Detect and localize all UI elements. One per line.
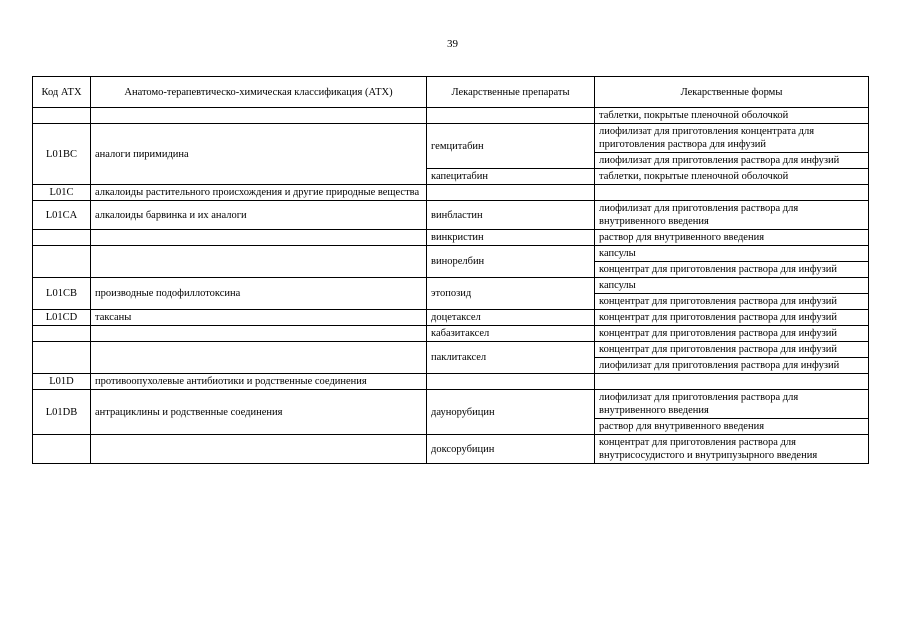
form-cell: таблетки, покрытые пленочной оболочкой (595, 169, 869, 185)
drug-name: этопозид (427, 278, 595, 310)
table-row (33, 374, 869, 390)
table-row (33, 435, 869, 464)
form-cell: лиофилизат для приготовления концентрата для приготовления раствора для инфузий (595, 124, 869, 153)
table-row (33, 390, 869, 419)
form-cell: концентрат для приготовления раствора для инфузий (595, 262, 869, 278)
header-code: Код АТХ (33, 77, 91, 108)
drug-name: паклитаксел (427, 342, 595, 374)
atc-code: L01CB (33, 278, 91, 310)
atc-code: L01D (33, 374, 91, 390)
atc-name: алкалоиды растительного происхождения и другие природные вещества (91, 185, 427, 201)
atc-table (32, 76, 869, 464)
page-number: 39 (447, 38, 458, 50)
atc-code: L01CA (33, 201, 91, 230)
atc-code: L01DB (33, 390, 91, 435)
form-cell: концентрат для приготовления раствора для инфузий (595, 310, 869, 326)
drug-name: капецитабин (427, 169, 595, 185)
atc-code: L01BC (33, 124, 91, 185)
atc-code: L01C (33, 185, 91, 201)
header-forms: Лекарственные формы (595, 77, 869, 108)
drug-name: винкристин (427, 230, 595, 246)
drug-name: кабазитаксел (427, 326, 595, 342)
form-cell: лиофилизат для приготовления раствора для внутривенного введения (595, 390, 869, 419)
table-row (33, 310, 869, 326)
table-row (33, 230, 869, 246)
atc-name: производные подофиллотоксина (91, 278, 427, 310)
table-row (33, 124, 869, 153)
form-cell: концентрат для приготовления раствора для инфузий (595, 326, 869, 342)
form-cell: лиофилизат для приготовления раствора для внутривенного введения (595, 201, 869, 230)
form-cell: раствор для внутривенного введения (595, 419, 869, 435)
table-row (33, 108, 869, 124)
header-classification: Анатомо-терапевтическо-химическая классификация (АТХ) (91, 77, 427, 108)
drug-name: винбластин (427, 201, 595, 230)
table-row (33, 185, 869, 201)
atc-name: аналоги пиримидина (91, 124, 427, 185)
drug-name: винорелбин (427, 246, 595, 278)
atc-name: противоопухолевые антибиотики и родственные соединения (91, 374, 427, 390)
table-header-row (33, 77, 869, 108)
atc-name: алкалоиды барвинка и их аналоги (91, 201, 427, 230)
form-cell: таблетки, покрытые пленочной оболочкой (595, 108, 869, 124)
table-row (33, 278, 869, 294)
table-row (33, 342, 869, 358)
drug-name: доксорубицин (427, 435, 595, 464)
table-row (33, 326, 869, 342)
form-cell: концентрат для приготовления раствора для внутрисосудистого и внутрипузырного введения (595, 435, 869, 464)
form-cell: концентрат для приготовления раствора для инфузий (595, 342, 869, 358)
atc-code: L01CD (33, 310, 91, 326)
form-cell: капсулы (595, 278, 869, 294)
atc-name: таксаны (91, 310, 427, 326)
drug-name: даунорубицин (427, 390, 595, 435)
form-cell: раствор для внутривенного введения (595, 230, 869, 246)
form-cell: концентрат для приготовления раствора для инфузий (595, 294, 869, 310)
drug-name: доцетаксел (427, 310, 595, 326)
form-cell: лиофилизат для приготовления раствора для инфузий (595, 153, 869, 169)
form-cell: капсулы (595, 246, 869, 262)
atc-name: антрациклины и родственные соединения (91, 390, 427, 435)
drug-name: гемцитабин (427, 124, 595, 169)
header-drugs: Лекарственные препараты (427, 77, 595, 108)
table-row (33, 201, 869, 230)
form-cell: лиофилизат для приготовления раствора для инфузий (595, 358, 869, 374)
table-row (33, 246, 869, 262)
